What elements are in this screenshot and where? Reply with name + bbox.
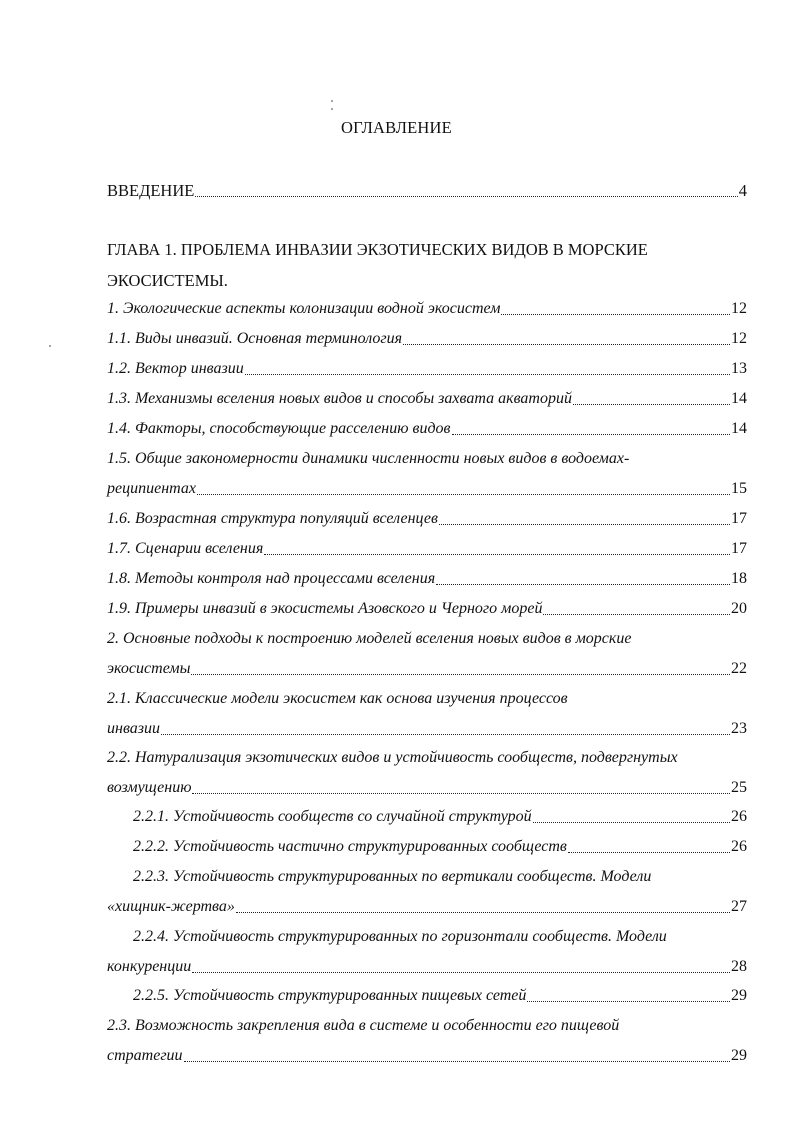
toc-page-number: 4 — [738, 181, 747, 200]
toc-entry — [133, 806, 747, 828]
toc-entry — [133, 985, 747, 1007]
toc-entry — [107, 180, 747, 202]
toc-page-number: 23 — [731, 720, 747, 737]
toc-page-number: 20 — [731, 600, 747, 617]
dot-leader — [192, 792, 730, 794]
dot-leader — [501, 313, 730, 315]
toc-entry — [107, 388, 747, 410]
toc-page-number: 18 — [731, 570, 747, 587]
toc-entry-title: 1.9. Примеры инвазий в экосистемы Азовского и Черного морей — [107, 600, 543, 617]
toc-entry — [107, 1015, 747, 1037]
toc-entry-title: 1.5. Общие закономерности динамики численности новых видов в водоемах- — [107, 450, 630, 467]
toc-page-number: 29 — [731, 1047, 747, 1064]
toc-entry — [107, 718, 747, 740]
toc-entry-title: 2.2.4. Устойчивость структурированных по горизонтали сообществ. Модели — [133, 928, 667, 945]
toc-entry — [107, 598, 747, 620]
scan-speck — [49, 345, 51, 347]
dot-leader — [197, 493, 730, 495]
toc-entry-title: 1.7. Сценарии вселения — [107, 540, 264, 557]
toc-entry-title: ЭКОСИСТЕМЫ. — [107, 271, 228, 290]
toc-entry-title: возмущению — [107, 779, 192, 796]
toc-entry — [107, 270, 747, 292]
toc-entry — [107, 328, 747, 350]
toc-entry — [107, 239, 747, 261]
toc-page-number: 14 — [731, 420, 747, 437]
toc-entry-title: 1.8. Методы контроля над процессами вселения — [107, 570, 436, 587]
toc-page-number: 15 — [731, 480, 747, 497]
toc-page-number: 12 — [731, 300, 747, 317]
toc-entry-title: 2.1. Классические модели экосистем как основа изучения процессов — [107, 690, 568, 707]
dot-leader — [573, 403, 730, 405]
toc-page-number: 26 — [731, 838, 747, 855]
toc-entry-title: конкуренции — [107, 958, 192, 975]
dot-leader — [543, 613, 730, 615]
toc-page-number: 22 — [731, 660, 747, 677]
toc-entry-title: «хищник-жертва» — [107, 898, 235, 915]
toc-entry — [107, 448, 747, 470]
page-title: ОГЛАВЛЕНИЕ — [341, 118, 452, 137]
toc-page-number: 27 — [731, 898, 747, 915]
toc-entry-title: 1.2. Вектор инвазии — [107, 360, 244, 377]
toc-entry — [107, 658, 747, 680]
toc-page-number: 17 — [731, 540, 747, 557]
toc-entry-title: 2.2.2. Устойчивость частично структурированных сообществ — [133, 838, 567, 855]
toc-entry-title: реципиентах — [107, 480, 196, 497]
toc-entry-title: инвазии — [107, 720, 161, 737]
toc-page-number: 25 — [731, 779, 747, 796]
toc-page-number: 29 — [731, 987, 747, 1004]
toc-entry — [107, 418, 747, 440]
toc-entry-title: 2.2. Натурализация экзотических видов и устойчивость сообществ, подвергнутых — [107, 749, 678, 766]
dot-leader — [191, 673, 730, 675]
toc-entry-title: 2.2.1. Устойчивость сообществ со случайной структурой — [133, 808, 532, 825]
dot-leader — [195, 195, 737, 197]
toc-entry — [107, 747, 747, 769]
toc-entry — [133, 926, 747, 948]
toc-entry-title: экосистемы — [107, 660, 191, 677]
toc-entry-title: 2. Основные подходы к построению моделей вселения новых видов в морские — [107, 630, 632, 647]
dot-leader — [439, 523, 730, 525]
toc-entry-title: 1.3. Механизмы вселения новых видов и способы захвата акваторий — [107, 390, 572, 407]
dot-leader — [452, 433, 731, 435]
toc-entry-title: 1.1. Виды инвазий. Основная терминология — [107, 330, 403, 347]
scan-speck — [331, 108, 333, 110]
toc-page-number: 26 — [731, 808, 747, 825]
toc-page-number: 13 — [731, 360, 747, 377]
dot-leader — [264, 553, 730, 555]
toc-entry — [107, 538, 747, 560]
toc-entry — [107, 478, 747, 500]
toc-page-number: 17 — [731, 510, 747, 527]
dot-leader — [436, 583, 730, 585]
dot-leader — [403, 343, 730, 345]
toc-entry — [107, 777, 747, 799]
toc-entry-title: ГЛАВА 1. ПРОБЛЕМА ИНВАЗИИ ЭКЗОТИЧЕСКИХ ВИДОВ В МОРСКИЕ — [107, 240, 648, 259]
toc-entry-title: 2.2.5. Устойчивость структурированных пищевых сетей — [133, 987, 527, 1004]
toc-page-number: 28 — [731, 958, 747, 975]
toc-entry — [107, 568, 747, 590]
toc-entry-title: 1.6. Возрастная структура популяций вселенцев — [107, 510, 438, 527]
toc-entry-title: 2.3. Возможность закрепления вида в системе и особенности его пищевой — [107, 1017, 620, 1034]
dot-leader — [568, 851, 730, 853]
toc-entry — [107, 1045, 747, 1067]
dot-leader — [527, 1000, 730, 1002]
dot-leader — [192, 971, 730, 973]
dot-leader — [236, 911, 730, 913]
dot-leader — [245, 373, 730, 375]
toc-entry — [107, 628, 747, 650]
toc-entry-title: 2.2.3. Устойчивость структурированных по вертикали сообществ. Модели — [133, 868, 652, 885]
toc-entry — [107, 896, 747, 918]
toc-entry — [133, 836, 747, 858]
toc-page-number: 14 — [731, 390, 747, 407]
toc-entry-title: ВВЕДЕНИЕ — [107, 181, 195, 200]
toc-entry — [107, 956, 747, 978]
scan-speck — [331, 100, 333, 102]
dot-leader — [533, 821, 730, 823]
toc-entry — [107, 358, 747, 380]
toc-entry — [133, 866, 747, 888]
dot-leader — [184, 1060, 730, 1062]
dot-leader — [161, 733, 730, 735]
toc-page-number: 12 — [731, 330, 747, 347]
toc-entry — [107, 688, 747, 710]
toc-entry-title: 1.4. Факторы, способствующие расселению видов — [107, 420, 451, 437]
toc-entry-title: 1. Экологические аспекты колонизации водной экосистем — [107, 300, 501, 317]
toc-entry — [107, 508, 747, 530]
toc-entry — [107, 298, 747, 320]
toc-entry-title: стратегии — [107, 1047, 183, 1064]
